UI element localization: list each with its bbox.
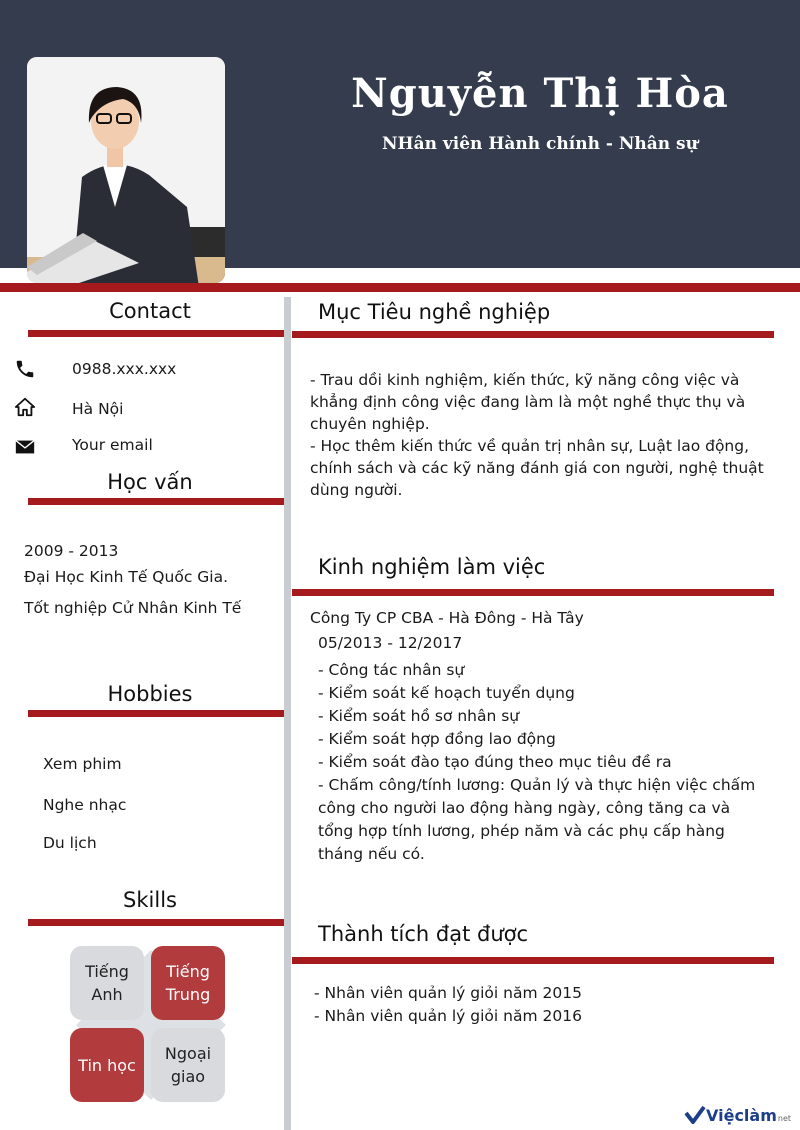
- skill-label: Tin học: [78, 1055, 136, 1075]
- objective-rule: [292, 331, 774, 338]
- experience-line: tháng nếu có.: [318, 845, 425, 863]
- objective-line: dùng người.: [310, 481, 403, 499]
- contact-phone: 0988.xxx.xxx: [72, 360, 177, 378]
- experience-period: 05/2013 - 12/2017: [318, 634, 463, 652]
- hobbies-heading: Hobbies: [107, 682, 193, 706]
- objective-line: - Trau dồi kinh nghiệm, kiến thức, kỹ năng công việc và: [310, 371, 740, 389]
- email-icon: [13, 436, 37, 458]
- skill-tile-chinese: [151, 946, 225, 1020]
- experience-line: - Công tác nhân sự: [318, 661, 465, 679]
- job-title: NHân viên Hành chính - Nhân sự: [382, 134, 698, 154]
- skill-label: giao: [170, 1067, 206, 1086]
- achievements-rule: [292, 957, 774, 964]
- achievements-heading: Thành tích đạt được: [318, 922, 529, 946]
- education-school: Đại Học Kinh Tế Quốc Gia.: [24, 568, 229, 586]
- objective-line: chuyên nghiệp.: [310, 415, 430, 433]
- experience-company: Công Ty CP CBA - Hà Đông - Hà Tây: [310, 609, 584, 627]
- contact-rule: [28, 330, 284, 337]
- objective-line: khẳng định công việc đang làm là một nghề thực thụ và: [310, 393, 746, 411]
- candidate-name: Nguyễn Thị Hòa: [351, 70, 729, 117]
- skill-tile-english: [70, 946, 144, 1020]
- experience-line: công cho người lao động hàng ngày, công tăng ca và: [318, 799, 731, 817]
- experience-line: - Kiểm soát kế hoạch tuyển dụng: [318, 684, 575, 702]
- education-years: 2009 - 2013: [24, 542, 119, 560]
- experience-heading: Kinh nghiệm làm việc: [318, 555, 546, 579]
- skills-grid: [56, 932, 246, 1117]
- hobby-item: Xem phim: [43, 755, 122, 773]
- skill-label: Anh: [91, 985, 123, 1004]
- education-rule: [28, 498, 284, 505]
- hobby-item: Nghe nhạc: [43, 796, 127, 814]
- achievement-item: - Nhân viên quản lý giỏi năm 2016: [314, 1007, 582, 1025]
- contact-email: Your email: [72, 436, 153, 454]
- objective-line: - Học thêm kiến thức về quản trị nhân sự, Luật lao động,: [310, 437, 750, 455]
- check-logo-icon: [684, 1105, 706, 1125]
- skill-tile-diplomacy: [151, 1028, 225, 1102]
- skills-rule: [28, 919, 284, 926]
- experience-line: - Kiểm soát đào tạo đúng theo mục tiêu đề ra: [318, 753, 672, 771]
- hobbies-rule: [28, 710, 284, 717]
- experience-rule: [292, 589, 774, 596]
- profile-photo-illustration: [27, 57, 225, 283]
- skill-label: Trung: [165, 985, 211, 1004]
- logo-text: Việclàm: [706, 1105, 777, 1125]
- education-degree: Tốt nghiệp Cử Nhân Kinh Tế: [24, 599, 242, 617]
- experience-line: - Kiểm soát hồ sơ nhân sự: [318, 707, 520, 725]
- objective-text: [310, 369, 780, 501]
- phone-icon: [13, 358, 37, 380]
- hobby-item: Du lịch: [43, 834, 97, 852]
- skills-heading: Skills: [123, 888, 177, 912]
- contact-address: Hà Nội: [72, 400, 124, 418]
- experience-line: - Chấm công/tính lương: Quản lý và thực hiện việc chấm: [318, 776, 756, 794]
- home-icon: [13, 396, 37, 418]
- skill-label: Tiếng: [166, 962, 210, 981]
- profile-photo: [27, 57, 225, 283]
- experience-line: - Kiểm soát hợp đồng lao động: [318, 730, 556, 748]
- logo-suffix: net: [777, 1113, 792, 1123]
- vieclam-logo: [684, 1102, 791, 1128]
- achievement-item: - Nhân viên quản lý giỏi năm 2015: [314, 984, 582, 1002]
- contact-heading: Contact: [109, 299, 191, 323]
- skill-label: Tiếng: [85, 962, 129, 981]
- objective-line: chính sách và các kỹ năng đánh giá con người, nghệ thuật: [310, 459, 764, 477]
- header-accent-bar: [0, 283, 800, 292]
- experience-duties: [318, 659, 755, 866]
- skill-label: Ngoại: [164, 1044, 212, 1063]
- education-heading: Học vấn: [107, 470, 193, 494]
- objective-heading: Mục Tiêu nghề nghiệp: [318, 300, 551, 324]
- skill-tile-computer: [70, 1028, 144, 1102]
- experience-line: tổng hợp tính lương, phép năm và các phụ cấp hàng: [318, 822, 725, 840]
- column-divider: [284, 297, 291, 1130]
- achievements-list: [314, 982, 582, 1028]
